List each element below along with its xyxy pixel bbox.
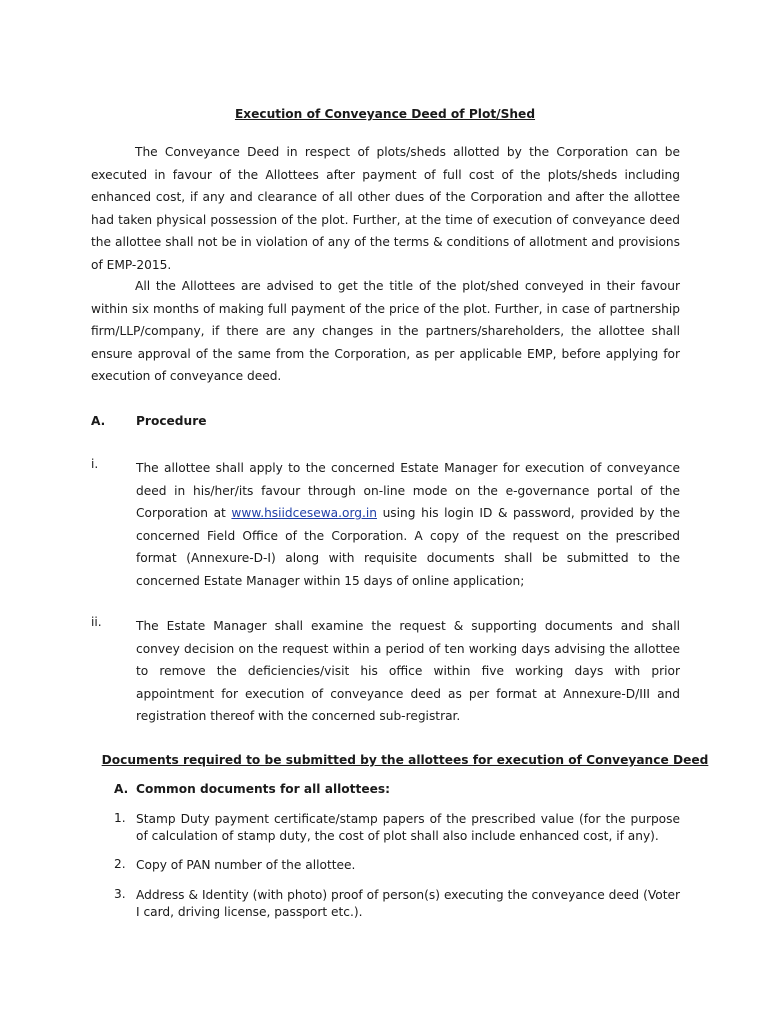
document-item-text: Copy of PAN number of the allottee. xyxy=(136,858,356,872)
document-item-marker: 2. xyxy=(114,857,126,871)
portal-link[interactable]: www.hsiidcesewa.org.in xyxy=(231,506,377,521)
section-a-heading xyxy=(91,414,206,428)
procedure-item-text-part: The allottee shall apply to the concerned Estate Manager for execution of conveyance deed in his/her/its favour through on-line mode on the e-governance portal of the Corporation at xyxy=(136,461,680,521)
procedure-item-text-part: using his login ID & password, provided by the concerned Field Office of the Corporation. A copy of the request on the prescribed format (Annexure-D-I) along with requisite documents shall be submitted to the concerned Estate Manager within 15 days of online application; xyxy=(136,506,680,588)
intro-paragraph-2-text: All the Allottees are advised to get the title of the plot/shed conveyed in their favour within six months of making full payment of the price of the plot. Further, in case of partnership firm/LLP/company, if there are any changes in the partners/shareholders, the allottee shall ensure approval of the same from the Corporation, as per applicable EMP, before applying for execution of conveyance deed. xyxy=(91,279,680,384)
intro-paragraph-1 xyxy=(91,141,680,277)
procedure-item-text: The Estate Manager shall examine the request & supporting documents and shall convey decision on the request within a period of ten working days advising the allottee to remove the deficiencies/visit his office within five working days with prior appointment for execution of conveyance deed as per format at Annexure-D/III and registration thereof with the concerned sub-registrar. xyxy=(136,619,680,724)
document-title: Execution of Conveyance Deed of Plot/Shed xyxy=(234,107,536,121)
procedure-item-text xyxy=(136,457,680,593)
procedure-item-marker: ii. xyxy=(91,615,102,629)
intro-paragraph-2 xyxy=(91,275,680,388)
documents-required-title-text: Documents required to be submitted by the allottees for execution of Conveyance Deed xyxy=(101,753,709,767)
document-item-marker: 3. xyxy=(114,887,126,901)
intro-paragraph-1-text: The Conveyance Deed in respect of plots/sheds allotted by the Corporation can be executed in favour of the Allottees after payment of full cost of the plots/sheds including enhanced cost, if any and clearance of all other dues of the Corporation and after the allottee had taken physical possession of the plot. Further, at the time of execution of conveyance deed the allottee shall not be in violation of any of the terms & conditions of allotment and provisions of EMP-2015. xyxy=(91,145,680,272)
section-a-label: Procedure xyxy=(136,414,207,428)
common-documents-marker: A. xyxy=(114,782,129,796)
common-documents-label: Common documents for all allottees: xyxy=(136,782,390,796)
documents-required-title xyxy=(0,753,770,767)
section-a-marker: A. xyxy=(91,414,106,428)
document-item-text: Address & Identity (with photo) proof of person(s) executing the conveyance deed (Voter I card, driving license, passport etc.). xyxy=(136,888,680,919)
document-item-marker: 1. xyxy=(114,811,126,825)
common-documents-heading xyxy=(114,782,390,796)
procedure-item-marker: i. xyxy=(91,457,99,471)
document-item-text: Stamp Duty payment certificate/stamp papers of the prescribed value (for the purpose of calculation of stamp duty, the cost of plot shall also include enhanced cost, if any). xyxy=(136,812,680,843)
